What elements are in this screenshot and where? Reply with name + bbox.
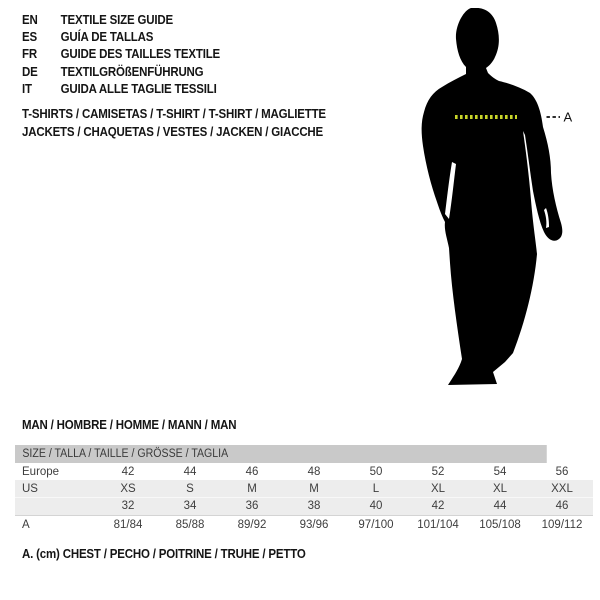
- table-cell: 38: [307, 500, 321, 512]
- language-label: GUÍA DE TALLAS: [60, 29, 154, 44]
- table-cell: M: [309, 482, 319, 495]
- table-cell: M: [247, 482, 257, 495]
- row-label: US: [22, 482, 38, 495]
- table-cell: 85/88: [175, 518, 205, 531]
- table-cell: XS: [120, 482, 136, 495]
- man-silhouette-shape: [422, 8, 563, 385]
- language-code: DE: [22, 64, 38, 79]
- language-row: [22, 46, 220, 63]
- table-cell: 109/112: [541, 518, 583, 531]
- table-row-europe: [15, 463, 593, 480]
- language-list: [22, 11, 237, 97]
- table-cell: 34: [183, 500, 197, 512]
- section-title-man: MAN / HOMBRE / HOMME / MANN / MAN: [22, 418, 237, 432]
- size-table-header: SIZE / TALLA / TAILLE / GRÖSSE / TAGLIA: [15, 445, 547, 463]
- table-cell: 56: [555, 465, 569, 478]
- size-table: [15, 445, 593, 533]
- language-label: GUIDA ALLE TAGLIE TESSILI: [60, 81, 217, 96]
- table-cell: XXL: [551, 482, 573, 495]
- table-cell: 50: [369, 465, 383, 478]
- table-row-us: [15, 480, 593, 497]
- table-row-alt-sizes: [15, 497, 593, 515]
- table-cell: 93/96: [299, 518, 329, 531]
- man-silhouette-svg: [400, 0, 600, 400]
- man-silhouette-figure: [400, 0, 600, 400]
- table-cell: XL: [492, 482, 508, 495]
- language-code: IT: [22, 81, 32, 96]
- row-label: Europe: [22, 465, 60, 478]
- table-cell: 54: [493, 465, 507, 478]
- table-cell: 46: [555, 500, 569, 512]
- table-cell: 32: [121, 500, 135, 512]
- language-row: [22, 28, 220, 45]
- table-cell: 81/84: [113, 518, 143, 531]
- table-cell: 42: [431, 500, 445, 512]
- table-cell: 105/108: [479, 518, 521, 531]
- table-row-chest-a: [15, 515, 593, 533]
- table-cell: 52: [431, 465, 445, 478]
- language-code: FR: [22, 47, 37, 62]
- language-row: [22, 63, 220, 80]
- product-line-jackets: JACKETS / CHAQUETAS / VESTES / JACKEN / GIACCHE: [22, 125, 324, 139]
- table-cell: XL: [430, 482, 446, 495]
- chest-measurement-footnote: A. (cm) CHEST / PECHO / POITRINE / TRUHE / PETTO: [22, 547, 306, 561]
- table-cell: 97/100: [358, 518, 394, 531]
- language-label: TEXTILE SIZE GUIDE: [60, 12, 173, 27]
- product-line-tshirts: T-SHIRTS / CAMISETAS / T-SHIRT / T-SHIRT / MAGLIETTE: [22, 107, 326, 121]
- language-label: TEXTILGRÖßENFÜHRUNG: [60, 64, 204, 79]
- language-label: GUIDE DES TAILLES TEXTILE: [60, 47, 221, 62]
- table-cell: L: [372, 482, 380, 495]
- row-label: A: [22, 518, 30, 531]
- table-cell: 89/92: [237, 518, 267, 531]
- table-cell: 101/104: [417, 518, 459, 531]
- table-cell: 44: [493, 500, 507, 512]
- measure-label-a: A: [563, 109, 573, 125]
- table-cell: S: [186, 482, 194, 495]
- table-cell: 44: [183, 465, 197, 478]
- table-cell: 48: [307, 465, 321, 478]
- language-row: [22, 11, 220, 28]
- product-categories: [22, 105, 352, 141]
- language-code: EN: [22, 12, 38, 27]
- language-row: [22, 80, 220, 97]
- table-cell: 40: [369, 500, 383, 512]
- table-cell: 46: [245, 465, 259, 478]
- table-cell: 36: [245, 500, 259, 512]
- table-cell: 42: [121, 465, 135, 478]
- language-code: ES: [22, 29, 37, 44]
